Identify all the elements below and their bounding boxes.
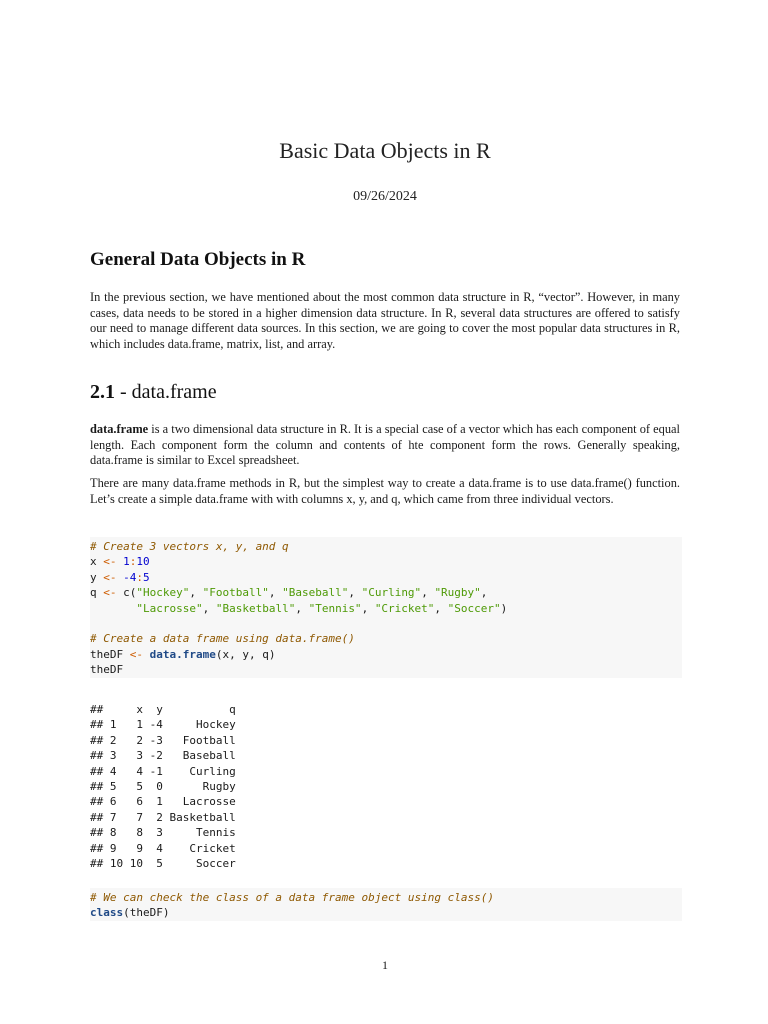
section-heading-dataframe: [90, 381, 217, 404]
code-block-create-dataframe: [90, 537, 682, 678]
output-row: ## 6 6 1 Lacrosse: [90, 795, 236, 809]
output-row: ## 2 2 -3 Football: [90, 733, 236, 747]
code-blank-line: [90, 616, 682, 631]
output-row: ## 5 5 0 Rugby: [90, 779, 236, 793]
section-number: 2.1: [90, 381, 115, 403]
code-line-print: theDF: [90, 663, 124, 677]
output-row: ## 10 10 5 Soccer: [90, 856, 236, 870]
dataframe-paragraph-1: [90, 422, 680, 469]
section-heading-general: General Data Objects in R: [90, 249, 306, 270]
code-line-q-2: "Lacrosse", "Basketball", "Tennis", "Cricket", "Soccer"): [136, 601, 508, 615]
section-name: data.frame: [131, 381, 217, 403]
output-row: ## 7 7 2 Basketball: [90, 810, 236, 824]
code-line-df: theDF <- data.frame(x, y, q): [90, 647, 276, 661]
output-row: ## 3 3 -2 Baseball: [90, 749, 236, 763]
page-number: 1: [382, 958, 388, 972]
code-output-dataframe: [90, 702, 236, 871]
document-page: [90, 0, 680, 1024]
output-header: ## x y q: [90, 703, 236, 716]
document-date: 09/26/2024: [353, 189, 417, 204]
code-line-class: class(theDF): [90, 906, 170, 920]
code-comment: # Create a data frame using data.frame(): [90, 632, 355, 646]
dataframe-description: is a two dimensional data structure in R. It is a special case of a vector which has each component of equal length. Each component form the column and contents of hte component form the rows. Generally speaking, data.frame is similar to Excel spreadsheet.: [90, 422, 680, 468]
dataframe-term: data.frame: [90, 422, 149, 436]
code-line-x: x <- 1:10: [90, 555, 150, 569]
code-comment: # Create 3 vectors x, y, and q: [90, 540, 289, 553]
code-line-y: y <- -4:5: [90, 570, 150, 584]
dataframe-paragraph-2: There are many data.frame methods in R, but the simplest way to create a data.frame is to use data.frame() function. Let’s create a simple data.frame with with columns x, y, and q, which came from three individual vectors.: [90, 476, 680, 506]
code-line-q-1: q <- c("Hockey", "Football", "Baseball", "Curling", "Rugby",: [90, 586, 488, 600]
code-block-class-check: [90, 888, 682, 921]
output-row: ## 9 9 4 Cricket: [90, 841, 236, 855]
output-row: ## 8 8 3 Tennis: [90, 826, 236, 840]
output-row: ## 1 1 -4 Hockey: [90, 718, 236, 732]
document-title: Basic Data Objects in R: [279, 138, 491, 163]
general-paragraph: In the previous section, we have mentioned about the most common data structure in R, “vector”. However, in many cases, data needs to be stored in a higher dimension data structure. In R, several data structures are offered to satisfy our need to manage different data sources. In this section, we are going to cover the most popular data structures in R, which includes data.frame, matrix, list, and array.: [90, 290, 680, 351]
output-row: ## 4 4 -1 Curling: [90, 764, 236, 778]
section-separator: -: [115, 381, 132, 403]
code-comment: # We can check the class of a data frame object using class(): [90, 891, 494, 904]
